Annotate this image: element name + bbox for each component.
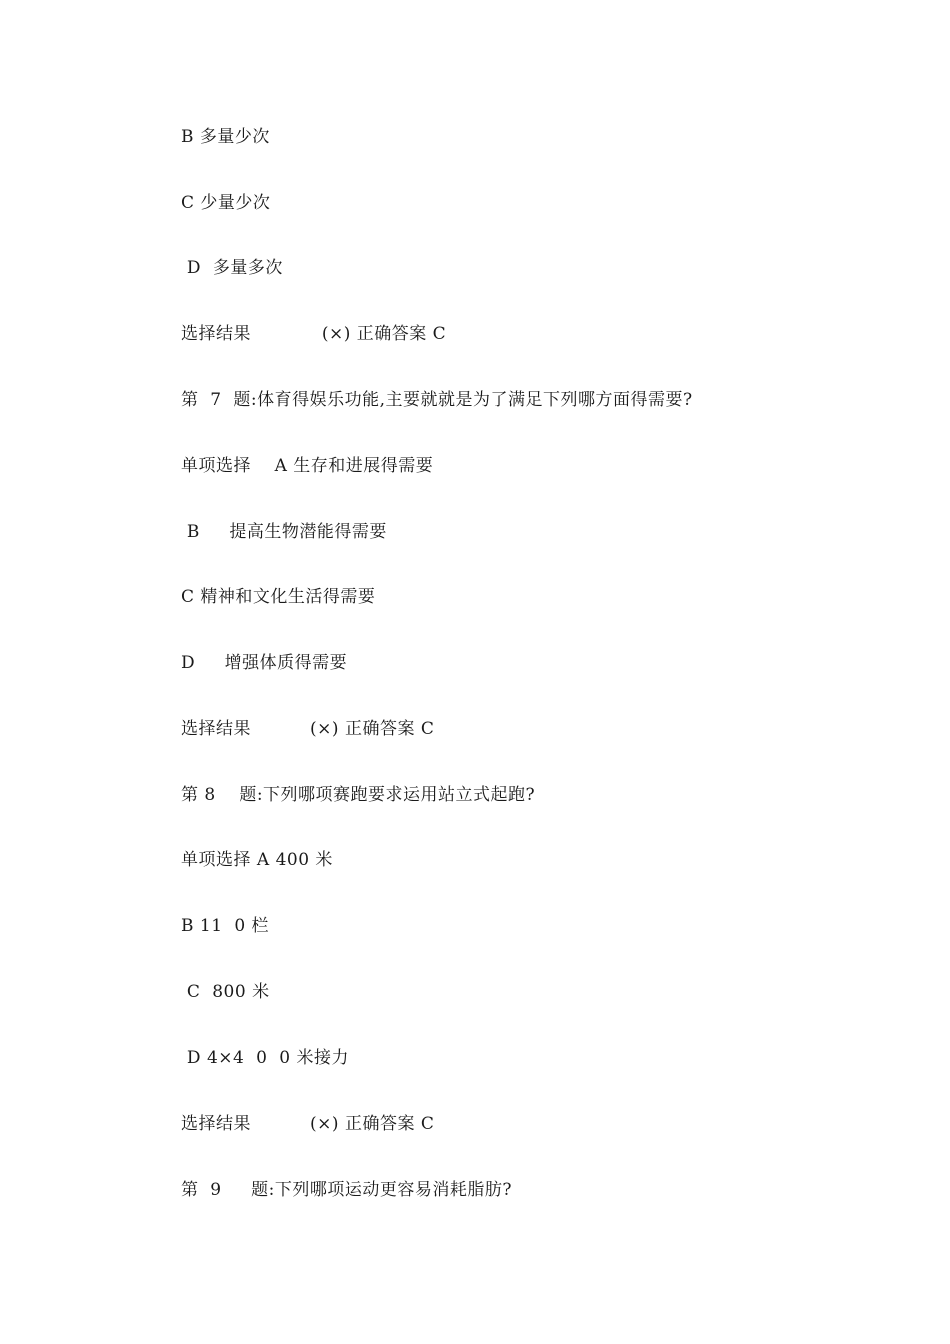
option-c-q8: C 800 米 — [181, 982, 270, 1002]
result-q7: 选择结果 (×) 正确答案 C — [181, 719, 435, 739]
option-b-q6: B 多量少次 — [181, 127, 270, 147]
option-c-q6: C 少量少次 — [181, 193, 271, 213]
option-c-q7: C 精神和文化生活得需要 — [181, 587, 376, 607]
result-q6: 选择结果 (×) 正确答案 C — [181, 324, 447, 344]
option-b-q7: B 提高生物潜能得需要 — [181, 522, 387, 542]
result-q8: 选择结果 (×) 正确答案 C — [181, 1114, 435, 1134]
option-d-q7: D 增强体质得需要 — [181, 653, 348, 673]
option-d-q6: D 多量多次 — [181, 258, 283, 278]
option-a-q7: 单项选择 A 生存和进展得需要 — [181, 456, 434, 476]
question-9: 第 9 题:下列哪项运动更容易消耗脂肪? — [181, 1180, 512, 1200]
option-b-q8: B 11 0 栏 — [181, 916, 270, 936]
question-8: 第 8 题:下列哪项赛跑要求运用站立式起跑? — [181, 785, 536, 805]
option-a-q8: 单项选择 A 400 米 — [181, 850, 333, 870]
option-d-q8: D 4×4 0 0 米接力 — [181, 1048, 349, 1068]
question-7: 第 7 题:体育得娱乐功能,主要就就是为了满足下列哪方面得需要? — [181, 390, 693, 410]
